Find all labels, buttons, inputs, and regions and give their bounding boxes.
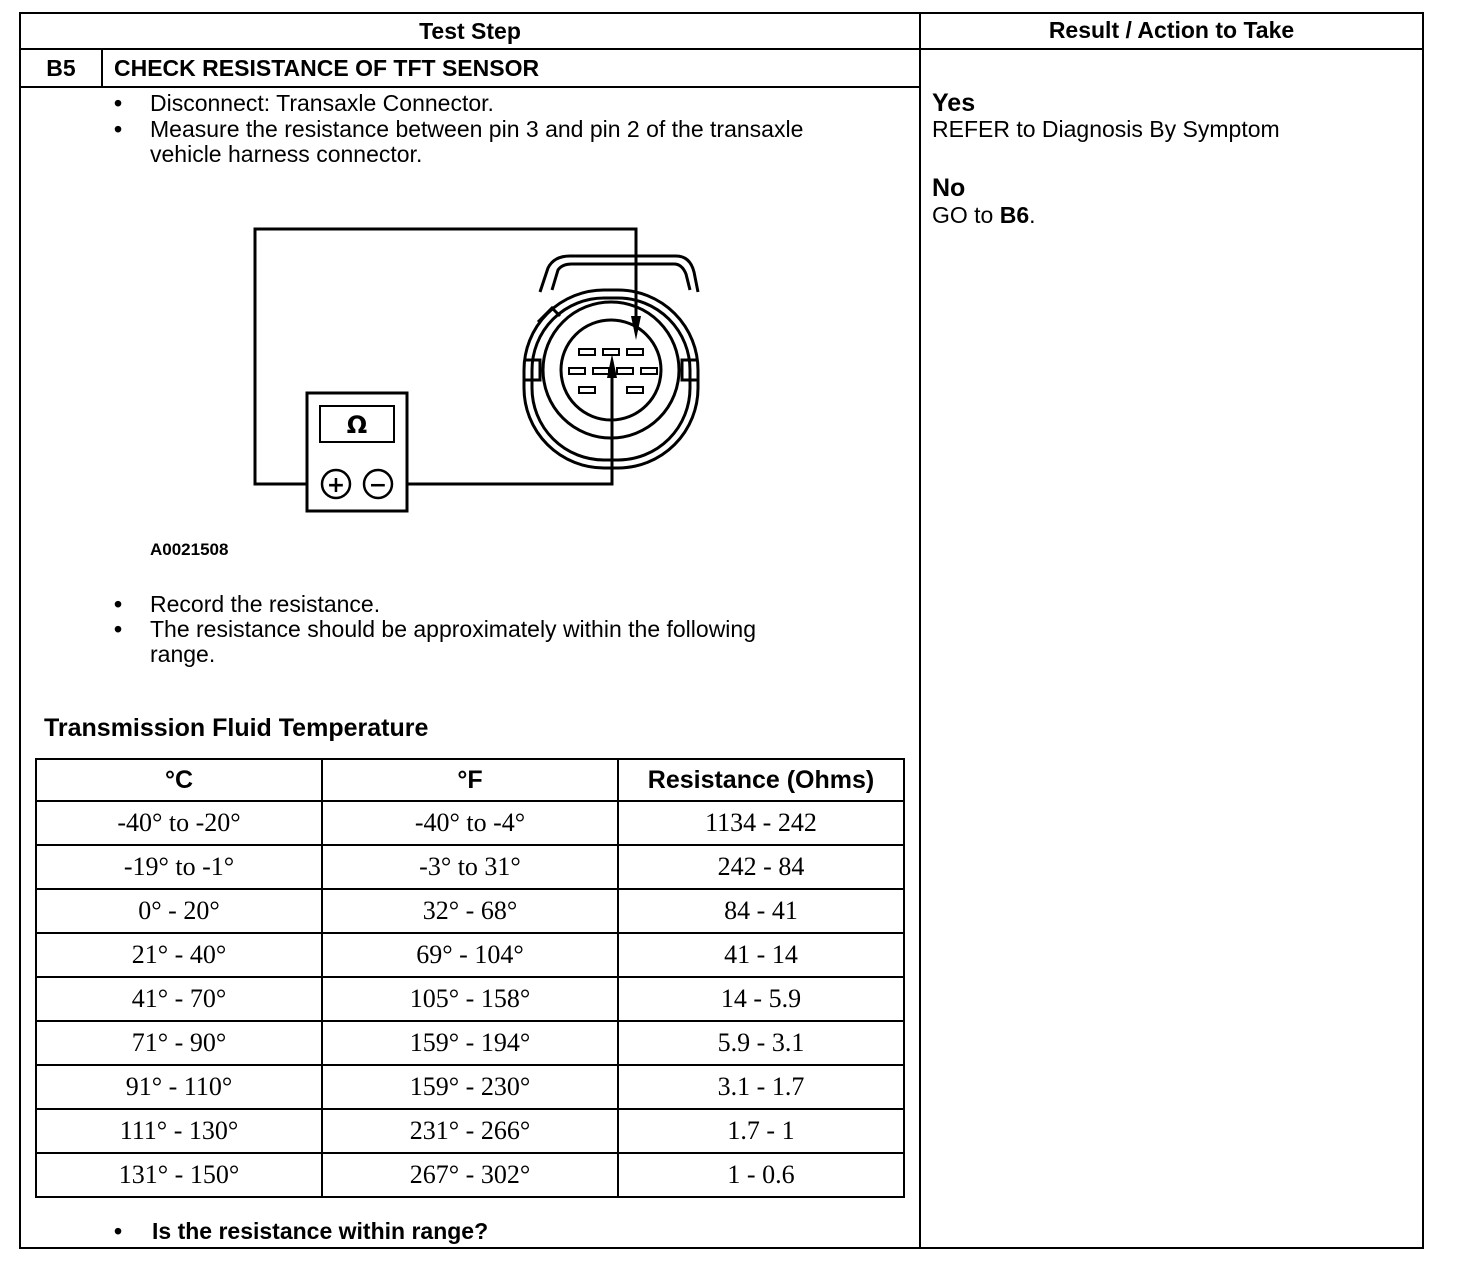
table-row bbox=[36, 889, 904, 933]
cell-fahrenheit: -3° to 31° bbox=[322, 845, 618, 889]
cell-celsius: -40° to -20° bbox=[36, 801, 322, 845]
cell-fahrenheit: 231° - 266° bbox=[322, 1109, 618, 1153]
tft-resistance-table bbox=[35, 758, 905, 1198]
header-result-action: Result / Action to Take bbox=[1048, 17, 1295, 43]
plus-terminal-symbol: + bbox=[326, 473, 346, 498]
cell-resistance: 41 - 14 bbox=[618, 933, 904, 977]
table-row bbox=[36, 933, 904, 977]
cell-celsius: 131° - 150° bbox=[36, 1153, 322, 1197]
result-yes-label: Yes bbox=[932, 89, 976, 117]
cell-celsius: 41° - 70° bbox=[36, 977, 322, 1021]
table-row bbox=[36, 1065, 904, 1109]
bullet-icon: • bbox=[114, 616, 123, 642]
cell-celsius: -19° to -1° bbox=[36, 845, 322, 889]
result-no-action bbox=[932, 202, 1036, 229]
result-no-action-prefix: GO to bbox=[932, 202, 1000, 228]
cell-fahrenheit: 159° - 194° bbox=[322, 1021, 618, 1065]
final-question-text: Is the resistance within range? bbox=[152, 1218, 489, 1244]
result-no-label: No bbox=[932, 174, 966, 202]
cell-fahrenheit: 159° - 230° bbox=[322, 1065, 618, 1109]
cell-fahrenheit: 267° - 302° bbox=[322, 1153, 618, 1197]
step-title: CHECK RESISTANCE OF TFT SENSOR bbox=[114, 55, 540, 81]
outer-frame-left bbox=[19, 12, 21, 1249]
cell-resistance: 84 - 41 bbox=[618, 889, 904, 933]
instruction-text: Disconnect: Transaxle Connector. bbox=[150, 90, 494, 116]
step-title-rule bbox=[19, 86, 921, 88]
cell-celsius: 21° - 40° bbox=[36, 933, 322, 977]
result-no-action-suffix: . bbox=[1029, 202, 1036, 228]
cell-celsius: 0° - 20° bbox=[36, 889, 322, 933]
step-id-divider bbox=[101, 48, 103, 88]
table-row bbox=[36, 1153, 904, 1197]
cell-resistance: 1.7 - 1 bbox=[618, 1109, 904, 1153]
cell-fahrenheit: 32° - 68° bbox=[322, 889, 618, 933]
result-yes-action: REFER to Diagnosis By Symptom bbox=[932, 116, 1280, 142]
cell-resistance: 14 - 5.9 bbox=[618, 977, 904, 1021]
table-row bbox=[36, 801, 904, 845]
header-rule bbox=[19, 48, 1424, 50]
outer-frame-right bbox=[1422, 12, 1424, 1249]
cell-fahrenheit: 105° - 158° bbox=[322, 977, 618, 1021]
table-header-row bbox=[36, 759, 904, 801]
cell-resistance: 242 - 84 bbox=[618, 845, 904, 889]
column-header-fahrenheit: °F bbox=[322, 759, 618, 801]
figure-id: A0021508 bbox=[150, 540, 229, 559]
bullet-icon: • bbox=[114, 591, 123, 617]
table-row bbox=[36, 845, 904, 889]
column-divider bbox=[919, 12, 921, 1249]
cell-celsius: 71° - 90° bbox=[36, 1021, 322, 1065]
cell-resistance: 3.1 - 1.7 bbox=[618, 1065, 904, 1109]
table-row bbox=[36, 977, 904, 1021]
outer-frame-bottom bbox=[19, 1247, 1424, 1249]
bullet-icon: • bbox=[114, 116, 123, 142]
column-header-celsius: °C bbox=[36, 759, 322, 801]
instruction-text: Record the resistance. bbox=[150, 591, 381, 617]
minus-terminal-symbol: − bbox=[368, 473, 388, 498]
instruction-text-line2: vehicle harness connector. bbox=[150, 141, 423, 167]
instruction-text-line2: range. bbox=[150, 641, 216, 667]
table-title: Transmission Fluid Temperature bbox=[44, 714, 429, 742]
cell-fahrenheit: 69° - 104° bbox=[322, 933, 618, 977]
step-id: B5 bbox=[46, 55, 76, 81]
column-header-resistance: Resistance (Ohms) bbox=[618, 759, 904, 801]
bullet-icon: • bbox=[114, 1218, 123, 1244]
table-row bbox=[36, 1021, 904, 1065]
result-no-action-target: B6 bbox=[999, 202, 1030, 228]
instruction-text-line1: Measure the resistance between pin 3 and pin 2 of the transaxle bbox=[150, 116, 804, 142]
bullet-icon: • bbox=[114, 90, 123, 116]
table-row bbox=[36, 1109, 904, 1153]
cell-celsius: 111° - 130° bbox=[36, 1109, 322, 1153]
cell-fahrenheit: -40° to -4° bbox=[322, 801, 618, 845]
header-test-step: Test Step bbox=[419, 18, 521, 44]
outer-frame-top bbox=[19, 12, 1424, 14]
cell-celsius: 91° - 110° bbox=[36, 1065, 322, 1109]
cell-resistance: 1134 - 242 bbox=[618, 801, 904, 845]
cell-resistance: 1 - 0.6 bbox=[618, 1153, 904, 1197]
tft-measurement-diagram bbox=[240, 210, 720, 530]
instruction-text-line1: The resistance should be approximately within the following bbox=[150, 616, 756, 642]
cell-resistance: 5.9 - 3.1 bbox=[618, 1021, 904, 1065]
ohm-symbol: Ω bbox=[346, 411, 368, 439]
